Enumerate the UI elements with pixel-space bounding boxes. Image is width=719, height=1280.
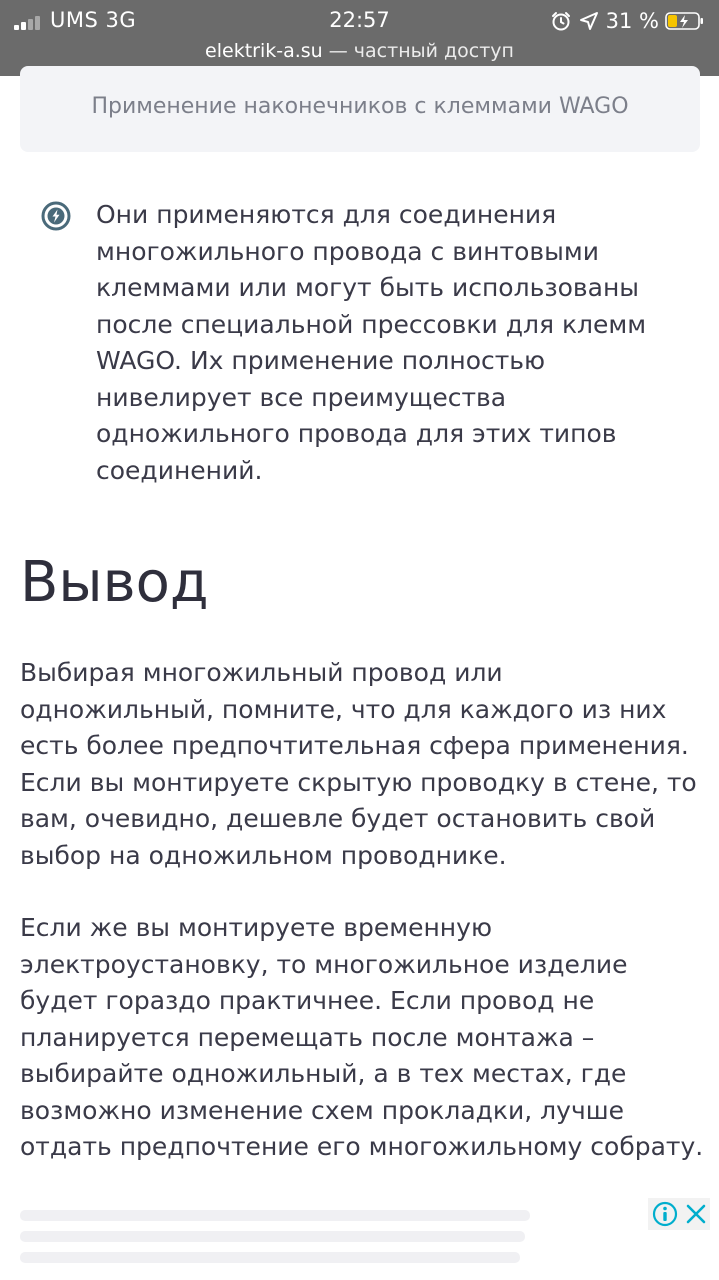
ad-controls (648, 1198, 710, 1230)
ad-close-icon[interactable] (685, 1203, 707, 1225)
status-right-group (550, 8, 705, 34)
lightning-note-icon (41, 201, 71, 231)
image-caption-box (20, 66, 700, 152)
paragraph-1: Выбирая многожильный провод или одножильный, помните, что для каждого из них есть более предпочтительная сфера применения. Если вы монтируете скрытую проводку в стене, то вам, очевидно, дешевле будет остановить свой выбор на одножильном проводнике. (20, 658, 697, 870)
ad-placeholder-line (20, 1210, 530, 1221)
note-text: Они применяются для соединения многожильного провода с винтовыми клеммами или могут быть использованы после специальной прессовки для клемм WAGO. Их применение полностью нивелирует все преимущества одножильного провода для этих типов соединений. (96, 200, 647, 485)
battery-percent: 31 % (605, 9, 659, 33)
ad-placeholder-line (20, 1252, 520, 1263)
browser-url-bar[interactable] (0, 40, 719, 62)
url-access-note: — частный доступ (328, 40, 514, 62)
ad-placeholder-line (20, 1231, 525, 1242)
location-arrow-icon (578, 10, 600, 32)
ad-banner[interactable] (20, 1210, 540, 1280)
section-heading: Вывод (20, 550, 209, 615)
url-host: elektrik-a.su (205, 40, 323, 62)
status-row (0, 6, 719, 34)
status-bar (0, 0, 719, 76)
battery-charging-icon (665, 11, 705, 31)
image-caption: Применение наконечников с клеммами WAGO (91, 94, 629, 119)
alarm-clock-icon (550, 10, 572, 32)
status-time: 22:57 (329, 8, 390, 32)
carrier-label: UMS 3G (50, 8, 137, 32)
paragraph-2: Если же вы монтируете временную электроустановку, то многожильное изделие будет гораздо практичнее. Если провод не планируется перемещать после монтажа – выбирайте одножильный, а в тех местах, где возможно изменение схем прокладки, лучше отдать предпочтение его многожильному собрату. (20, 913, 704, 1161)
ad-info-icon[interactable] (652, 1201, 678, 1227)
